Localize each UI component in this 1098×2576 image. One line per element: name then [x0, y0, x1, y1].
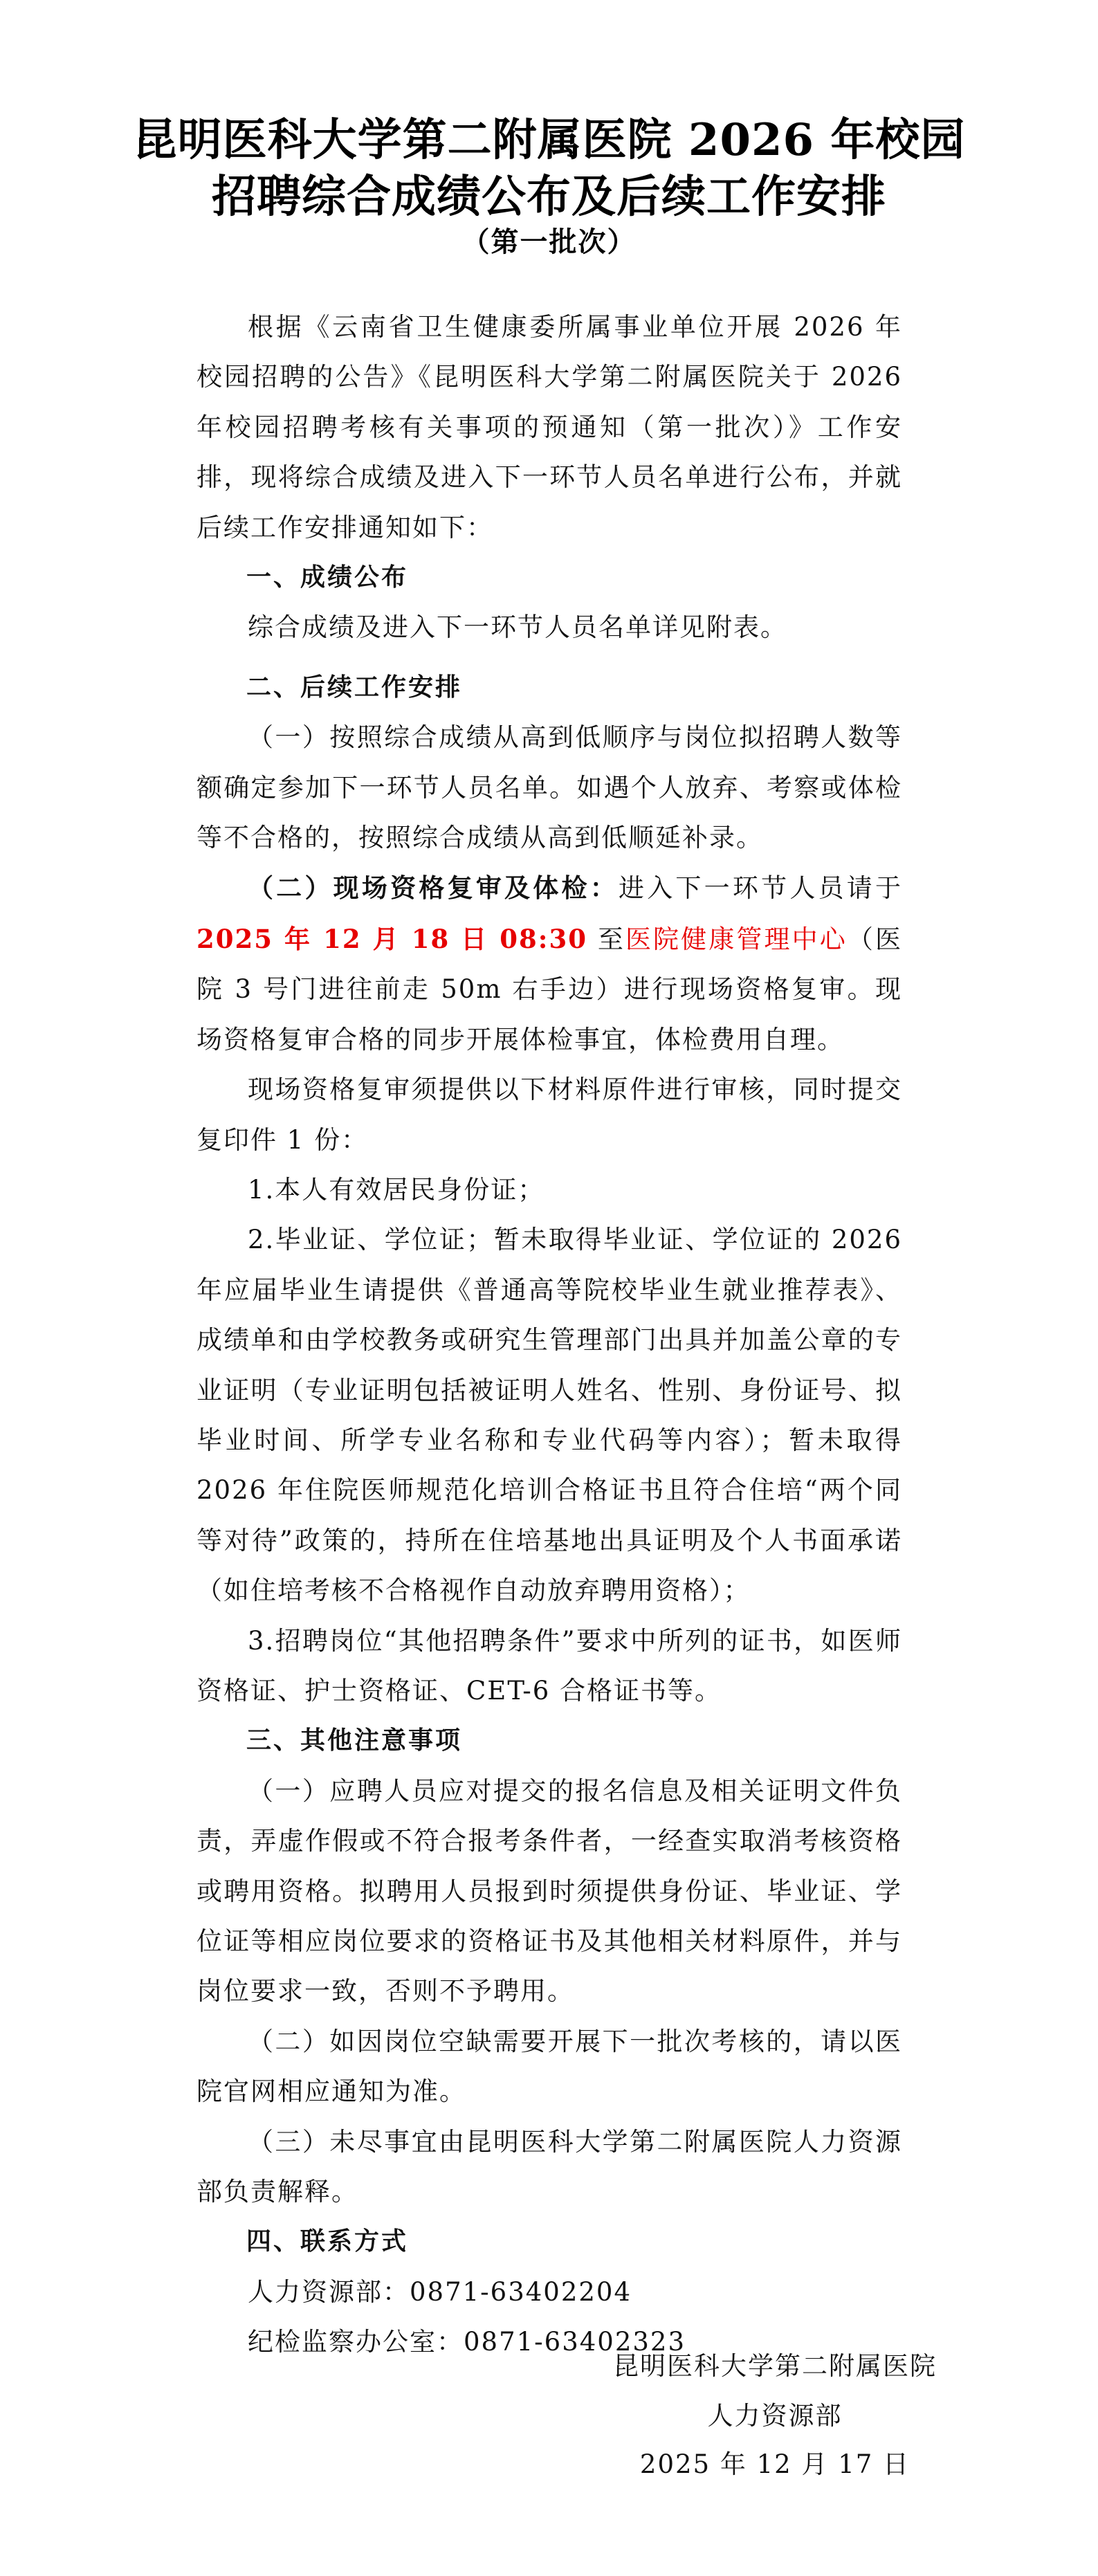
signature-org: 昆明医科大学第二附属医院	[613, 2351, 937, 2381]
section-2-paragraph-1: （一）按照综合成绩从高到低顺序与岗位拟招聘人数等额确定参加下一环节人员名单。如遇个人放弃、考察或体检等不合格的，按照综合成绩从高到低顺延补录。	[196, 722, 902, 853]
notice-body	[196, 302, 902, 2368]
section-1-heading: 一、成绩公布	[246, 563, 409, 592]
signature-date: 2025 年 12 月 17 日	[639, 2449, 911, 2479]
material-item-1: 1.本人有效居民身份证；	[248, 1174, 545, 1205]
material-item-2: 2.毕业证、学位证；暂未取得毕业证、学位证的 2026 年应届毕业生请提供《普通高等院校毕业生就业推荐表》、成绩单和由学校教务或研究生管理部门出具并加盖公章的专业证明（专业证明包括被证明人姓名、性别、身份证号、拟毕业时间、所学专业名称和专业代码等内容）；暂未取得 2026 年住院医师规范化培训合格证书且符合住培“两个同等对待”政策的，持所在住培基地出具证明及个人书面承诺（如住培考核不合格视作自动放弃聘用资格）；	[196, 1225, 902, 1606]
section-2-paragraph-3: 现场资格复审须提供以下材料原件进行审核，同时提交复印件 1 份：	[196, 1075, 902, 1155]
review-text-a: 进入下一环节人员请于	[618, 873, 903, 904]
section-1-text: 综合成绩及进入下一环节人员名单详见附表。	[248, 612, 787, 643]
material-item-3: 3.招聘岗位“其他招聘条件”要求中所列的证书，如医师资格证、护士资格证、CET-6 合格证书等。	[196, 1625, 902, 1706]
title-batch: （第一批次）	[461, 226, 637, 258]
section-3-paragraph-3: （三）未尽事宜由昆明医科大学第二附属医院人力资源部负责解释。	[196, 2126, 902, 2207]
review-place: 医院健康管理中心	[625, 924, 848, 954]
section-3-paragraph-2: （二）如因岗位空缺需要开展下一批次考核的，请以医院官网相应通知为准。	[196, 2026, 902, 2107]
section-3-heading: 三、其他注意事项	[246, 1726, 463, 1755]
section-4-heading: 四、联系方式	[246, 2227, 409, 2256]
review-text-c: （医院 3 号门进往前走 50m 右手边）进行现场资格复审。现场资格复审合格的同步开展体检事宜，体检费用自理。	[196, 924, 902, 1054]
review-text-b: 至	[587, 924, 625, 954]
contact-discipline: 纪检监察办公室：0871-63402323	[248, 2327, 686, 2357]
signature-dept: 人力资源部	[707, 2401, 843, 2431]
review-lead: （二）现场资格复审及体检：	[248, 873, 619, 904]
review-time: 2025 年 12 月 18 日 08:30	[196, 923, 587, 954]
contact-hr: 人力资源部：0871-63402204	[248, 2276, 632, 2307]
title-line-2: 招聘综合成绩公布及后续工作安排	[212, 171, 886, 223]
section-3-paragraph-1: （一）应聘人员应对提交的报名信息及相关证明文件负责，弄虚作假或不符合报考条件者，一经查实取消考核资格或聘用资格。拟聘用人员报到时须提供身份证、毕业证、学位证等相应岗位要求的资格证书及其他相关材料原件，并与岗位要求一致，否则不予聘用。	[196, 1775, 902, 2007]
intro-paragraph: 根据《云南省卫生健康委所属事业单位开展 2026 年校园招聘的公告》《昆明医科大学第二附属医院关于 2026 年校园招聘考核有关事项的预通知（第一批次）》工作安排，现将综合成绩及进入下一环节人员名单进行公布，并就后续工作安排通知如下：	[196, 312, 902, 542]
section-2-paragraph-2	[196, 863, 902, 1065]
title-line-1: 昆明医科大学第二附属医院 2026 年校园	[132, 114, 966, 166]
section-2-heading: 二、后续工作安排	[246, 673, 463, 702]
